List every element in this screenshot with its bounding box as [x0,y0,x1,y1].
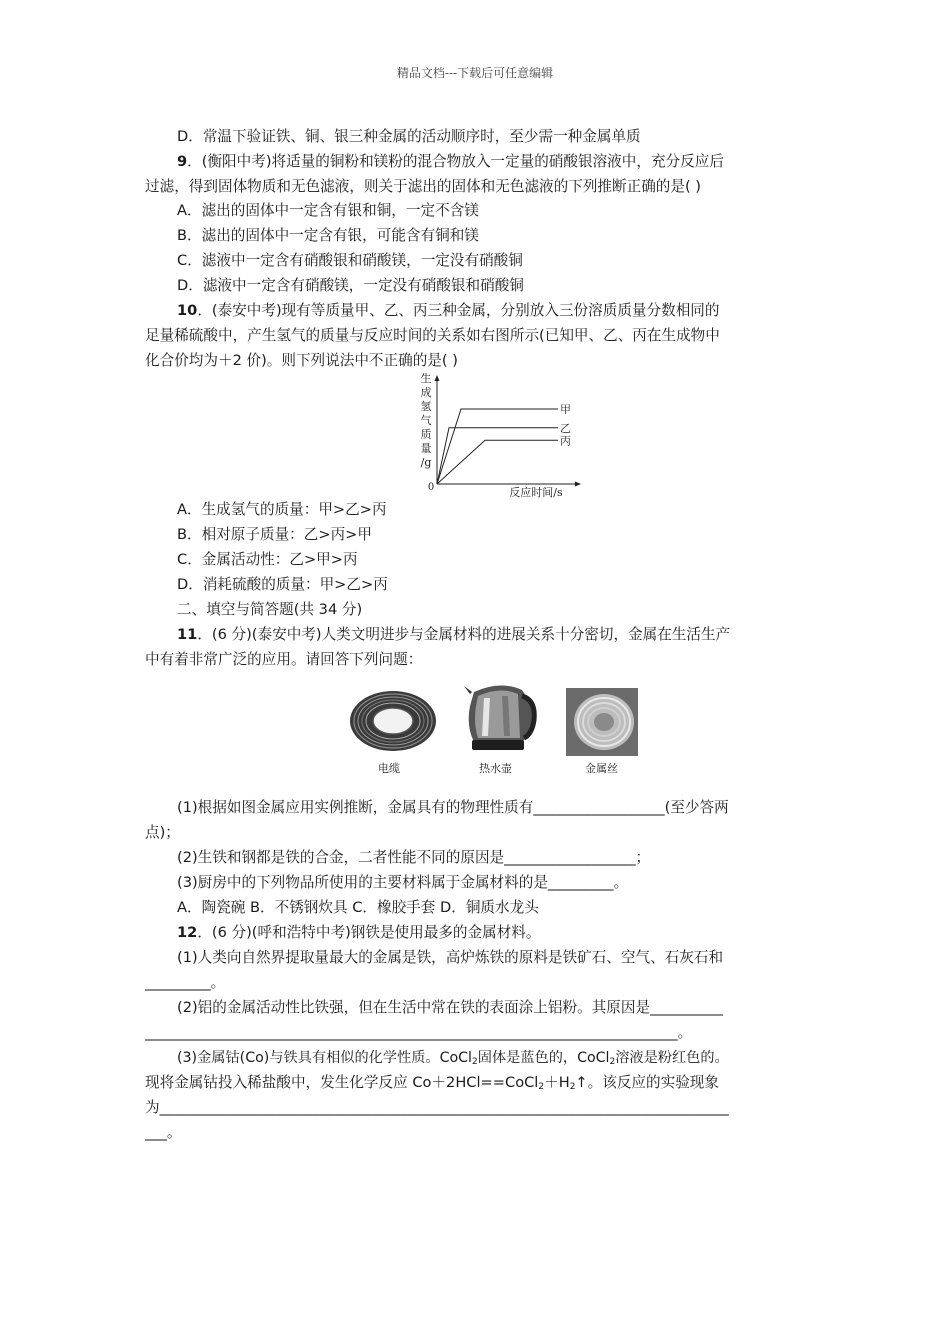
y-axis-label-text: 生成氢气质量/g [420,372,432,469]
q11-part1: (1)根据如图金属应用实例推断，金属具有的物理性质有__________________(至少答两 [177,799,729,816]
q12-part3-seg2: 固体是蓝色的，CoCl [477,1050,610,1066]
q8-option-d: D．常温下验证铁、铜、银三种金属的活动顺序时，至少需一种金属单质 [177,128,641,145]
series-label-2: 乙 [560,421,571,435]
wire-caption: 金属丝 [585,762,618,775]
q12-part3-seg3: 溶液是粉红色的。 [615,1050,729,1066]
cable-image [348,688,438,754]
q9-option-a: A．滤出的固体中一定含有银和铜，一定不含镁 [177,202,479,219]
series-line-2 [437,428,533,484]
q11-number: 11 [177,626,198,643]
q12-part3-cont [145,1073,810,1093]
q9-option-d: D．滤液中一定含有硝酸镁，一定没有硝酸银和硝酸铜 [177,277,524,294]
q12-text: ．(6 分)(呼和浩特中考)钢铁是使用最多的金属材料。 [197,924,541,941]
q9-number: 9 [177,153,188,170]
x-axis-arrow [575,482,581,487]
q12-part2-cont: _________________________________________________________________________。 [145,1024,693,1041]
q11-stem-cont: 中有着非常广泛的应用。请回答下列问题： [145,651,423,668]
origin-label: 0 [427,482,435,493]
q9-option-c: C．滤液中一定含有硝酸银和硝酸镁，一定没有硝酸铜 [177,252,523,269]
q11-part2: (2)生铁和钢都是铁的合金，二者性能不同的原因是__________________； [177,849,651,866]
series-line-3 [437,440,533,484]
q10-stem-cont2: 化合价均为＋2 价)。则下列说法中不正确的是( ) [145,352,458,369]
series-label-3: 丙 [560,434,571,448]
q12-number: 12 [177,924,198,941]
q10-option-b: B．相对原子质量：乙>丙>甲 [177,526,373,543]
q10-text: ．(泰安中考)现有等质量甲、乙、丙三种金属，分别放入三份溶质质量分数相同的 [197,302,720,319]
page-header: 精品文档---下载后可任意编辑 [396,66,554,80]
q9-stem-cont: 过滤，得到固体物质和无色滤液，则关于滤出的固体和无色滤液的下列推断正确的是( ) [145,178,701,195]
q9-stem [177,152,810,172]
q12-part3-seg1: (3)金属钴(Co)与铁具有相似的化学性质。CoCl [177,1050,473,1066]
subscript: 2 [569,1082,576,1092]
subscript: 2 [609,1057,616,1067]
q12-stem [177,923,810,943]
q12-equation-seg2: ＋H [544,1074,570,1091]
hydrogen-chart [410,372,590,502]
subscript: 2 [472,1057,478,1067]
metal-wire-image [566,688,638,756]
x-axis-label: 反应时间/s [509,486,563,499]
q10-option-c: C．金属活动性：乙>甲>丙 [177,551,358,568]
y-axis-label [421,372,432,469]
kettle-caption: 热水壶 [479,762,512,775]
subscript: 2 [538,1082,545,1092]
q12-equation-seg3: ↑。该反应的实验现象 [575,1074,719,1091]
cable-caption: 电缆 [378,762,400,775]
q12-answer-line: 为______________________________________________________________________________ [145,1099,729,1116]
q10-stem-cont1: 足量稀硫酸中，产生氢气的质量与反应时间的关系如右图所示(已知甲、乙、丙在生成物中 [145,327,720,344]
q12-part3 [177,1048,810,1068]
q10-option-a: A．生成氢气的质量：甲>乙>丙 [177,501,387,518]
metal-application-images [340,676,650,776]
q11-options: A．陶瓷碗 B．不锈钢炊具 C．橡胶手套 D．铜质水龙头 [177,899,539,916]
q10-stem [177,301,810,321]
q11-stem [177,625,810,645]
q10-option-d: D．消耗硫酸的质量：甲>乙>丙 [177,576,388,593]
q12-answer-end: ___。 [145,1124,182,1141]
q11-part3: (3)厨房中的下列物品所使用的主要材料属于金属材料的是_________。 [177,874,629,891]
q9-option-b: B．滤出的固体中一定含有银，可能含有铜和镁 [177,227,479,244]
series-label-1: 甲 [560,403,571,416]
q12-equation-seg1: 现将金属钴投入稀盐酸中，发生化学反应 Co＋2HCl==CoCl [145,1074,539,1091]
q9-text: ．(衡阳中考)将适量的铜粉和镁粉的混合物放入一定量的硝酸银溶液中，充分反应后 [187,153,724,170]
kettle-image [462,676,538,756]
q11-text: ．(6 分)(泰安中考)人类文明进步与金属材料的进展关系十分密切，金属在生活生产 [197,626,731,643]
q11-part1-cont: 点)； [145,824,180,841]
series-line-1 [437,409,533,484]
q12-part1: (1)人类向自然界提取量最大的金属是铁，高炉炼铁的原料是铁矿石、空气、石灰石和 [177,949,724,966]
q12-part1-cont: _________。 [145,974,226,991]
q10-number: 10 [177,302,198,319]
section-2-title: 二、填空与简答题(共 34 分) [177,601,363,618]
q12-part2: (2)铝的金属活动性比铁强，但在生活中常在铁的表面涂上铝粉。其原因是__________ [177,999,724,1016]
y-axis-arrow [435,375,440,381]
